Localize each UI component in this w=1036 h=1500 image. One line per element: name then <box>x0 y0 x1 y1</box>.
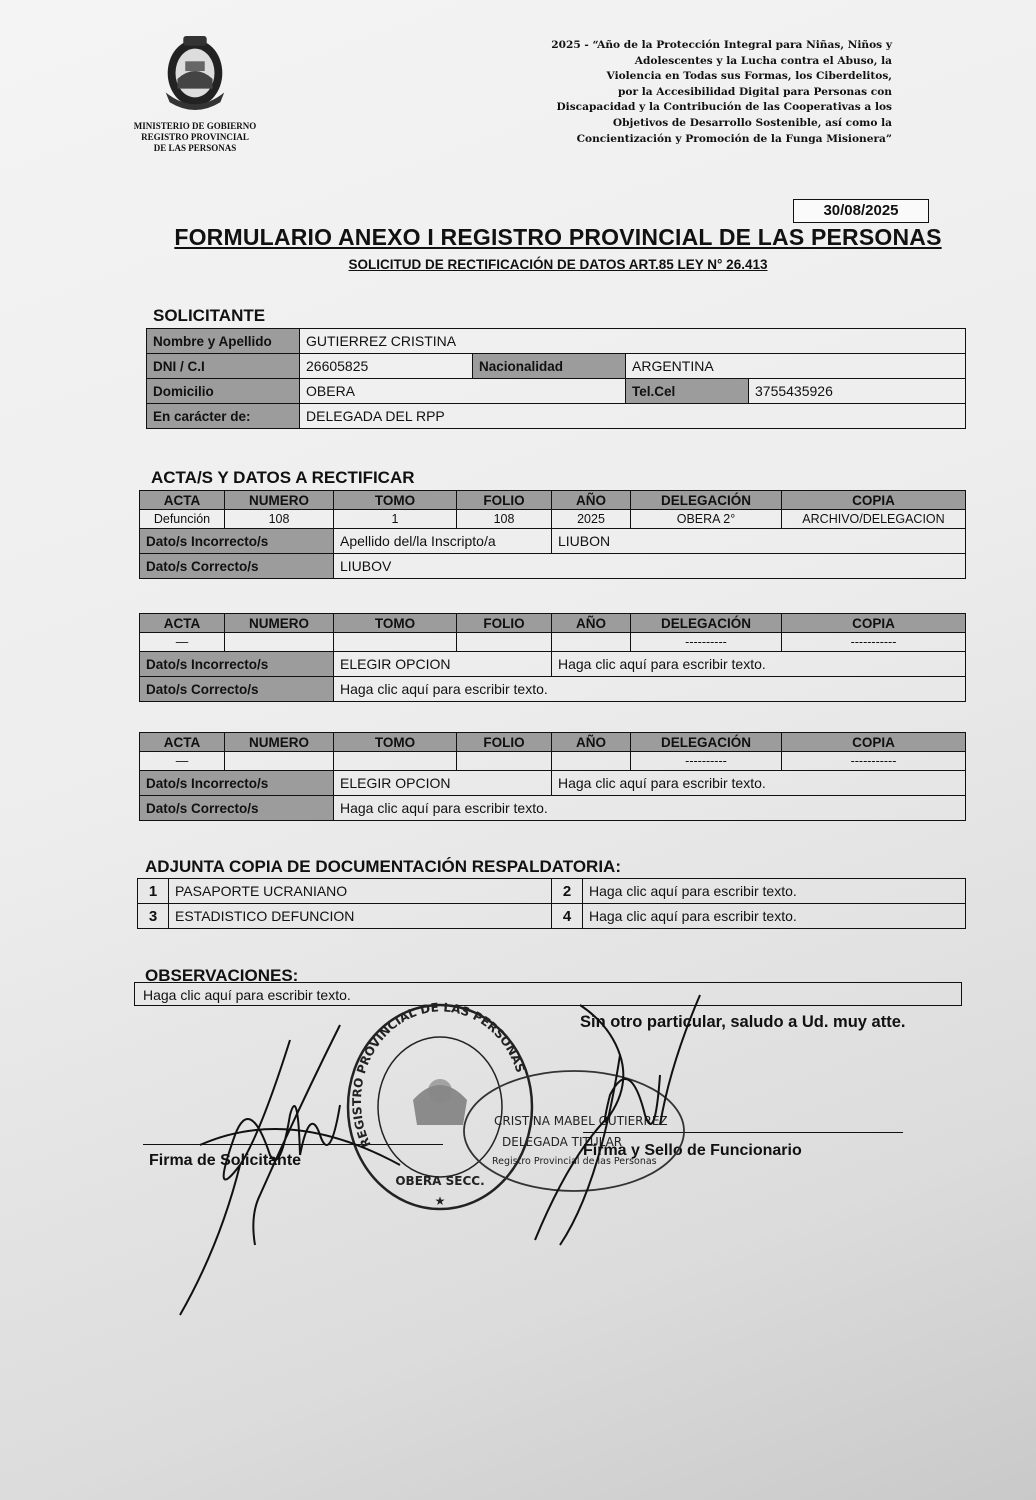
header-tomo: TOMO <box>334 491 457 510</box>
closing-text: Sin otro particular, saludo a Ud. muy atte. <box>580 1013 906 1031</box>
header-acta: ACTA <box>140 614 225 633</box>
numero-cell[interactable] <box>225 633 334 652</box>
acta-table-3 <box>139 732 966 821</box>
solicitante-table <box>146 328 966 429</box>
motto-line: por la Accesibilidad Digital para Personas con <box>617 85 892 98</box>
incorrect-value-field[interactable]: LIUBON <box>552 529 966 554</box>
section-observaciones: OBSERVACIONES: <box>145 966 299 985</box>
header-numero: NUMERO <box>225 614 334 633</box>
correct-label: Dato/s Correcto/s <box>140 796 334 821</box>
delegacion-cell[interactable]: OBERA 2° <box>631 510 782 529</box>
incorrect-value-field[interactable]: Haga clic aquí para escribir texto. <box>552 771 966 796</box>
doc-field-3[interactable]: ESTADISTICO DEFUNCION <box>169 904 552 929</box>
doc-number: 3 <box>138 904 169 929</box>
observaciones-field[interactable]: Haga clic aquí para escribir texto. <box>134 982 962 1006</box>
incorrect-label: Dato/s Incorrecto/s <box>140 652 334 677</box>
folio-cell[interactable] <box>457 633 552 652</box>
anio-cell[interactable]: 2025 <box>552 510 631 529</box>
dni-field[interactable]: 26605825 <box>300 354 473 379</box>
doc-number: 1 <box>138 879 169 904</box>
header-delegacion: DELEGACIÓN <box>631 733 782 752</box>
header-acta: ACTA <box>140 491 225 510</box>
incorrect-field-select[interactable]: ELEGIR OPCION <box>334 652 552 677</box>
ministry-line-3: DE LAS PERSONAS <box>153 143 237 153</box>
ministry-line-1: MINISTERIO DE GOBIERNO <box>133 121 257 131</box>
tomo-cell[interactable] <box>334 633 457 652</box>
folio-cell[interactable] <box>457 752 552 771</box>
header-anio: AÑO <box>552 491 631 510</box>
motto-line: Adolescentes y la Lucha contra el Abuso, la <box>634 54 892 67</box>
incorrect-field-select[interactable]: Apellido del/la Inscripto/a <box>334 529 552 554</box>
ministry-line-2: REGISTRO PROVINCIAL <box>141 132 249 142</box>
nacionalidad-label: Nacionalidad <box>473 354 626 379</box>
stamp-org-line: Registro Provincial de las Personas <box>492 1156 657 1167</box>
doc-field-4[interactable]: Haga clic aquí para escribir texto. <box>583 904 966 929</box>
stamp-name-line: CRISTINA MABEL GUTIERREZ <box>494 1114 668 1128</box>
delegacion-cell[interactable]: ---------- <box>631 633 782 652</box>
dni-label: DNI / C.I <box>147 354 300 379</box>
acta-type-cell[interactable]: — <box>140 752 225 771</box>
copia-cell[interactable]: ARCHIVO/DELEGACION <box>782 510 966 529</box>
adjunta-table <box>137 878 966 929</box>
section-solicitante: SOLICITANTE <box>153 306 266 325</box>
acta-table-2 <box>139 613 966 702</box>
header-delegacion: DELEGACIÓN <box>631 614 782 633</box>
caracter-field[interactable]: DELEGADA DEL RPP <box>300 404 966 429</box>
star-icon: ★ <box>434 1194 446 1208</box>
caracter-label: En carácter de: <box>147 404 300 429</box>
firma-funcionario-label: Firma y Sello de Funcionario <box>583 1142 802 1159</box>
tomo-cell[interactable] <box>334 752 457 771</box>
form-title: FORMULARIO ANEXO I REGISTRO PROVINCIAL DE LAS PERSONAS <box>174 224 942 250</box>
header-anio: AÑO <box>552 733 631 752</box>
header-delegacion: DELEGACIÓN <box>631 491 782 510</box>
section-actas: ACTA/S Y DATOS A RECTIFICAR <box>151 468 415 487</box>
header-tomo: TOMO <box>334 614 457 633</box>
year-motto <box>440 38 892 147</box>
header-folio: FOLIO <box>457 491 552 510</box>
copia-cell[interactable]: ----------- <box>782 633 966 652</box>
numero-cell[interactable]: 108 <box>225 510 334 529</box>
motto-line: Objetivos de Desarrollo Sostenible, así como la <box>612 116 892 129</box>
incorrect-label: Dato/s Incorrecto/s <box>140 771 334 796</box>
correct-value-field[interactable]: Haga clic aquí para escribir texto. <box>334 796 966 821</box>
doc-field-2[interactable]: Haga clic aquí para escribir texto. <box>583 879 966 904</box>
delegacion-cell[interactable]: ---------- <box>631 752 782 771</box>
doc-number: 4 <box>552 904 583 929</box>
header-tomo: TOMO <box>334 733 457 752</box>
stamp-bottom-text: OBERA SECC. <box>395 1174 485 1188</box>
correct-value-field[interactable]: Haga clic aquí para escribir texto. <box>334 677 966 702</box>
date-field[interactable]: 30/08/2025 <box>793 199 929 223</box>
header-copia: COPIA <box>782 491 966 510</box>
signature-scribble-icon <box>140 985 960 1325</box>
coat-of-arms-icon <box>156 34 234 112</box>
numero-cell[interactable] <box>225 752 334 771</box>
nacionalidad-field[interactable]: ARGENTINA <box>626 354 966 379</box>
domicilio-label: Domicilio <box>147 379 300 404</box>
correct-label: Dato/s Correcto/s <box>140 554 334 579</box>
nombre-label: Nombre y Apellido <box>147 329 300 354</box>
section-adjunta: ADJUNTA COPIA DE DOCUMENTACIÓN RESPALDATORIA: <box>145 857 621 876</box>
form-subtitle: SOLICITUD DE RECTIFICACIÓN DE DATOS ART.85 LEY N° 26.413 <box>348 257 768 272</box>
motto-line: Violencia en Todas sus Formas, los Ciberdelitos, <box>606 70 892 83</box>
doc-field-1[interactable]: PASAPORTE UCRANIANO <box>169 879 552 904</box>
ministry-logo <box>120 34 270 154</box>
anio-cell[interactable] <box>552 752 631 771</box>
header-copia: COPIA <box>782 733 966 752</box>
header-folio: FOLIO <box>457 733 552 752</box>
acta-type-cell[interactable]: Defunción <box>140 510 225 529</box>
handwritten-signatures <box>140 985 960 1325</box>
header-numero: NUMERO <box>225 733 334 752</box>
nombre-field[interactable]: GUTIERREZ CRISTINA <box>300 329 966 354</box>
anio-cell[interactable] <box>552 633 631 652</box>
header-anio: AÑO <box>552 614 631 633</box>
tel-label: Tel.Cel <box>626 379 749 404</box>
motto-line: Concientización y Promoción de la Funga Misionera” <box>576 132 892 145</box>
folio-cell[interactable]: 108 <box>457 510 552 529</box>
incorrect-label: Dato/s Incorrecto/s <box>140 529 334 554</box>
header-acta: ACTA <box>140 733 225 752</box>
acta-table-1 <box>139 490 966 579</box>
motto-line: Discapacidad y la Contribución de las Cooperativas a los <box>556 101 892 114</box>
header-copia: COPIA <box>782 614 966 633</box>
acta-type-cell[interactable]: — <box>140 633 225 652</box>
header-numero: NUMERO <box>225 491 334 510</box>
header-folio: FOLIO <box>457 614 552 633</box>
correct-label: Dato/s Correcto/s <box>140 677 334 702</box>
stamp-role-line: DELEGADA TITULAR <box>502 1135 623 1149</box>
tomo-cell[interactable]: 1 <box>334 510 457 529</box>
stamp-outer-text: REGISTRO PROVINCIAL DE LAS PERSONAS <box>349 1000 528 1150</box>
firma-solicitante-label: Firma de Solicitante <box>149 1152 302 1169</box>
copia-cell[interactable]: ----------- <box>782 752 966 771</box>
tel-field[interactable]: 3755435926 <box>749 379 966 404</box>
motto-line: 2025 - “Año de la Protección Integral para Niñas, Niños y <box>551 39 892 51</box>
correct-value-field[interactable]: LIUBOV <box>334 554 966 579</box>
doc-number: 2 <box>552 879 583 904</box>
incorrect-field-select[interactable]: ELEGIR OPCION <box>334 771 552 796</box>
domicilio-field[interactable]: OBERA <box>300 379 626 404</box>
incorrect-value-field[interactable]: Haga clic aquí para escribir texto. <box>552 652 966 677</box>
